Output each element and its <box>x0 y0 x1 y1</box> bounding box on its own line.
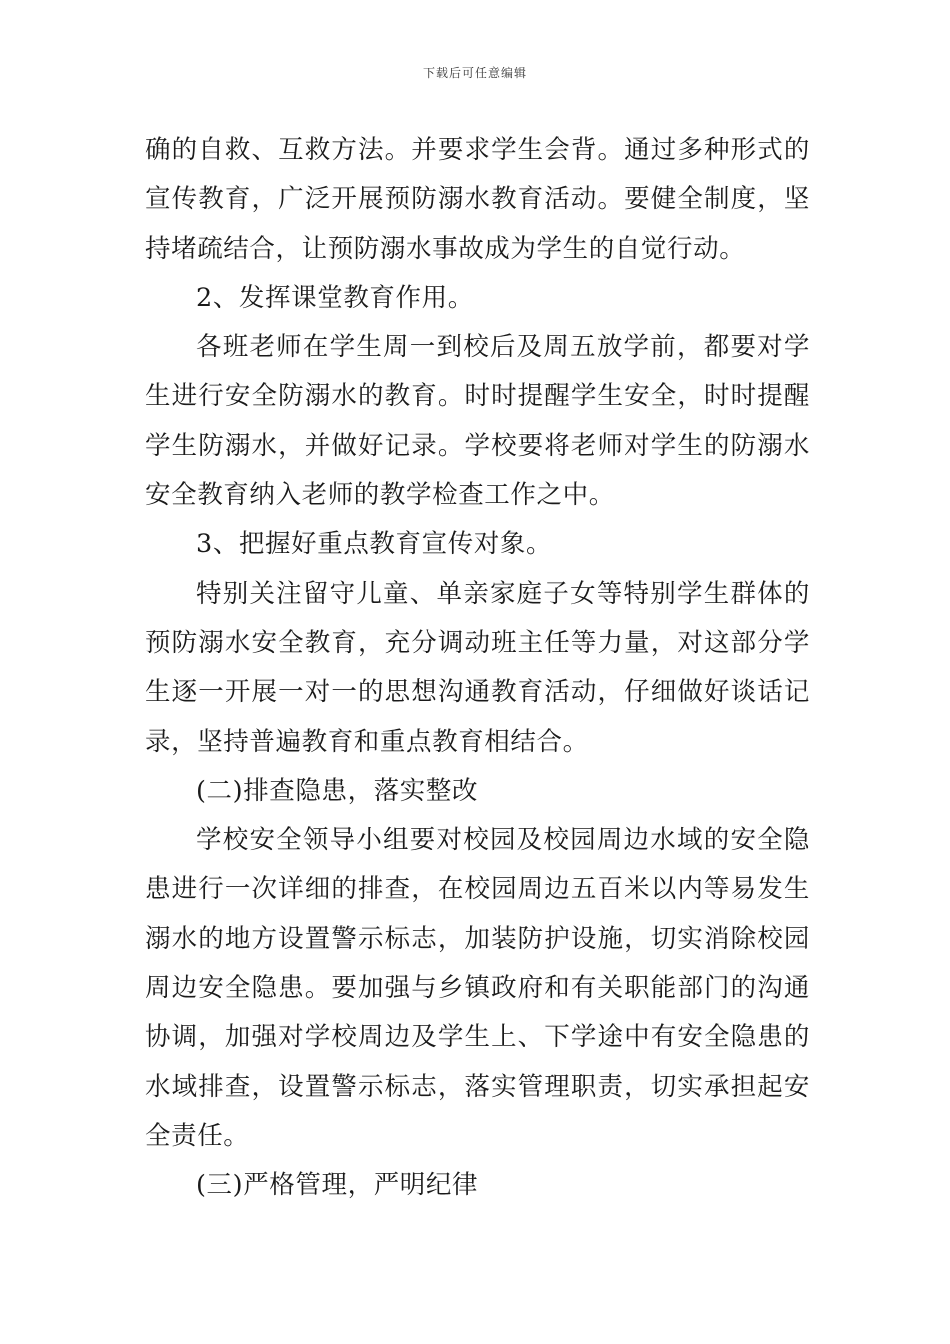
paragraph-continuation: 确的自救、互救方法。并要求学生会背。通过多种形式的宣传教育，广泛开展预防溺水教育活动。要健全制度，坚持堵疏结合，让预防溺水事故成为学生的自觉行动。 <box>145 135 810 264</box>
paragraph-key-targets: 特别关注留守儿童、单亲家庭子女等特别学生群体的预防溺水安全教育，充分调动班主任等力量，对这部分学生逐一开展一对一的思想沟通教育活动，仔细做好谈话记录，坚持普遍教育和重点教育相结合。 <box>145 578 810 757</box>
paragraph-hazard-inspection: 学校安全领导小组要对校园及校园周边水域的安全隐患进行一次详细的排查，在校园周边五百米以内等易发生溺水的地方设置警示标志，加装防护设施，切实消除校园周边安全隐患。要加强与乡镇政府和有关职能部门的沟通协调，加强对学校周边及学生上、下学途中有安全隐患的水域排查，设置警示标志，落实管理职责，切实承担起安全责任。 <box>145 825 810 1151</box>
section-heading-2: (二)排查隐患，落实整改 <box>196 775 479 806</box>
section-heading-3: (三)严格管理，严明纪律 <box>196 1170 479 1201</box>
heading-item-3: 3、把握好重点教育宣传对象。 <box>196 529 553 560</box>
document-body <box>145 126 810 1211</box>
page-header: 下载后可任意编辑 <box>422 66 527 80</box>
paragraph-classroom-education: 各班老师在学生周一到校后及周五放学前，都要对学生进行安全防溺水的教育。时时提醒学生安全，时时提醒学生防溺水，并做好记录。学校要将老师对学生的防溺水安全教育纳入老师的教学检查工作之中。 <box>145 332 810 511</box>
heading-item-2: 2、发挥课堂教育作用。 <box>196 282 474 313</box>
